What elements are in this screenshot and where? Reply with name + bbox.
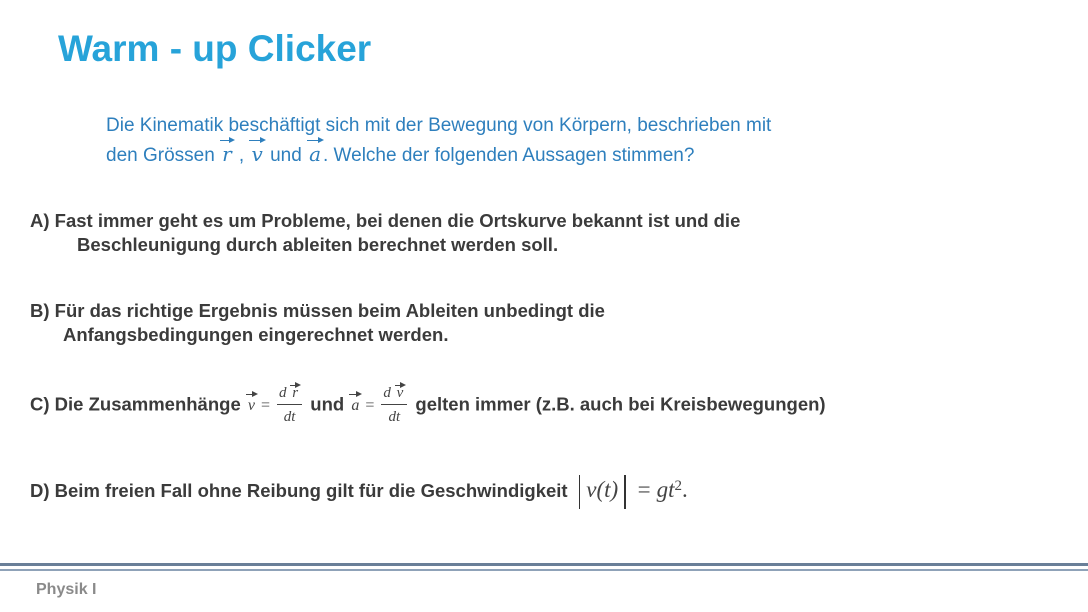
formula-exponent: 2	[674, 478, 683, 494]
option-a-line-2: Beschleunigung durch ableiten berechnet werden soll.	[77, 234, 559, 255]
fraction-dr-dt	[277, 385, 302, 426]
fraction-dv-denominator: dt	[388, 409, 401, 425]
formula-vt: v(t)	[586, 477, 619, 503]
footer-rule-top	[0, 563, 1088, 566]
intro-und: und	[264, 145, 308, 166]
formula-a-symbol: a	[349, 394, 361, 418]
intro-line-2-end: . Welche der folgenden Aussagen stimmen?	[323, 145, 695, 166]
intro-line-1: Die Kinematik beschäftigt sich mit der Bewegung von Körpern, beschrieben mit	[106, 115, 772, 136]
abs-bar-left	[579, 475, 581, 509]
vector-v-symbol: v	[249, 140, 264, 169]
abs-bar-right	[624, 475, 626, 509]
footer-rule-bottom	[0, 569, 1088, 571]
option-a-line-1: A) Fast immer geht es um Probleme, bei denen die Ortskurve bekannt ist und die	[30, 210, 741, 231]
intro-line-2-start: den Grössen	[106, 145, 221, 166]
option-a	[30, 209, 740, 257]
fraction-dv-dt	[381, 385, 407, 426]
slide-title: Warm - up Clicker	[58, 28, 372, 69]
formula-v-symbol: v	[246, 394, 257, 418]
fraction-dr-denominator: dt	[283, 409, 296, 425]
intro-line-2	[106, 140, 771, 170]
fraction-bar-2	[381, 404, 407, 405]
option-d	[30, 474, 688, 509]
option-c-suffix: gelten immer (z.B. auch bei Kreisbewegungen)	[410, 393, 826, 415]
option-c-und: und	[305, 393, 350, 415]
option-b-line-1: B) Für das richtige Ergebnis müssen beim Ableiten unbedingt die	[30, 300, 605, 321]
fraction-bar	[277, 404, 302, 405]
formula-period: .	[682, 477, 688, 503]
fraction-dv-d: d	[383, 385, 391, 401]
intro-separator: ,	[233, 145, 250, 166]
vector-a-symbol: a	[307, 140, 323, 169]
formula-equals-2: =	[365, 397, 375, 415]
footer-label: Physik I	[36, 581, 97, 598]
option-c	[30, 385, 826, 426]
formula-equals: =	[261, 397, 271, 415]
fraction-dv-v: v	[396, 385, 404, 401]
option-c-prefix: C) Die Zusammenhänge	[30, 393, 246, 415]
formula-equals-d: =	[637, 477, 651, 503]
intro-text	[106, 111, 771, 170]
option-b-line-2: Anfangsbedingungen eingerechnet werden.	[63, 324, 449, 345]
option-d-prefix: D) Beim freien Fall ohne Reibung gilt für die Geschwindigkeit	[30, 480, 573, 502]
option-b	[30, 299, 605, 347]
fraction-dr-d: d	[279, 385, 287, 401]
formula-gt: gt	[656, 477, 675, 503]
vector-r-symbol: r	[220, 140, 234, 169]
fraction-dr-r: r	[292, 385, 299, 401]
